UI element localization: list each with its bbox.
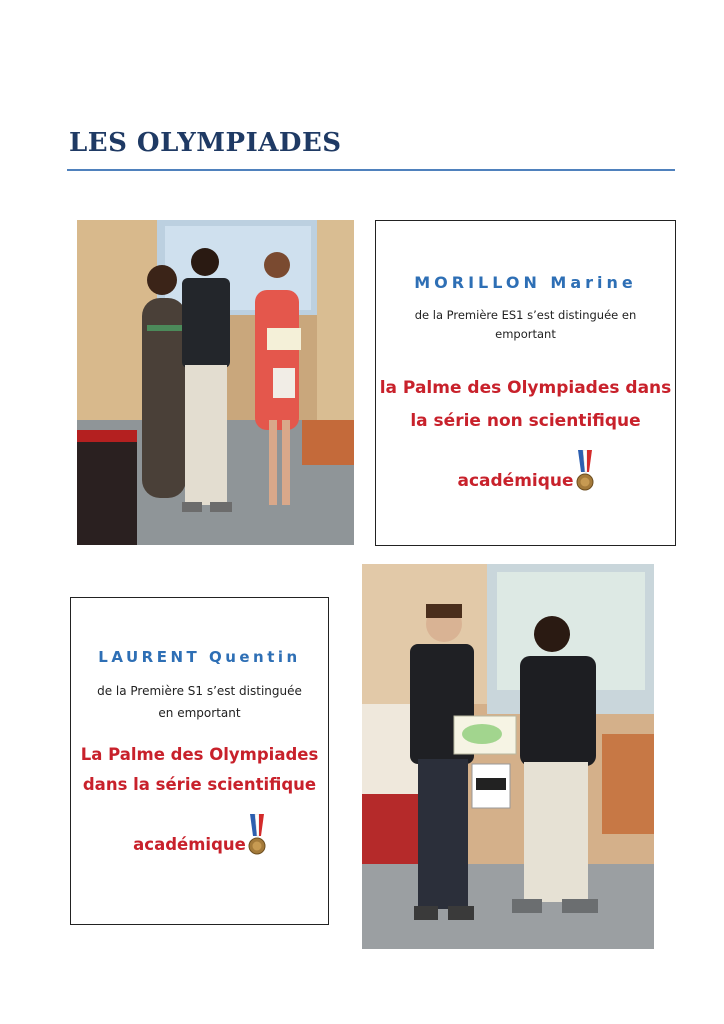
award-card-laurent: [70, 597, 329, 925]
description-line: de la Première S1 s’est distinguée: [97, 684, 302, 698]
laureate-description: [376, 306, 675, 344]
award-line: La Palme des Olympiades: [80, 745, 319, 764]
award-level: [376, 450, 675, 497]
award-level-text: académique: [133, 835, 246, 854]
award-level: [71, 814, 328, 860]
medal-icon: [248, 814, 266, 860]
award-photo-2: [362, 564, 654, 949]
award-line: dans la série scientifique: [82, 775, 317, 794]
title-divider: [67, 169, 675, 171]
laureate-name: LAURENT Quentin: [98, 648, 301, 666]
award-title: [71, 740, 328, 800]
page-title: LES OLYMPIADES: [69, 128, 342, 158]
description-line: de la Première ES1 s’est distinguée en: [414, 308, 637, 322]
award-photo-1: [77, 220, 354, 545]
award-level-text: académique: [457, 471, 574, 491]
award-line: la Palme des Olympiades dans: [379, 378, 672, 398]
description-line: en emportant: [158, 706, 241, 720]
award-title: [376, 372, 675, 438]
medal-icon: [576, 450, 594, 497]
award-card-morillon: [375, 220, 676, 546]
laureate-name: MORILLON Marine: [414, 273, 637, 292]
laureate-description: [71, 680, 328, 724]
award-line: la série non scientifique: [410, 411, 641, 431]
description-line: emportant: [495, 327, 556, 341]
